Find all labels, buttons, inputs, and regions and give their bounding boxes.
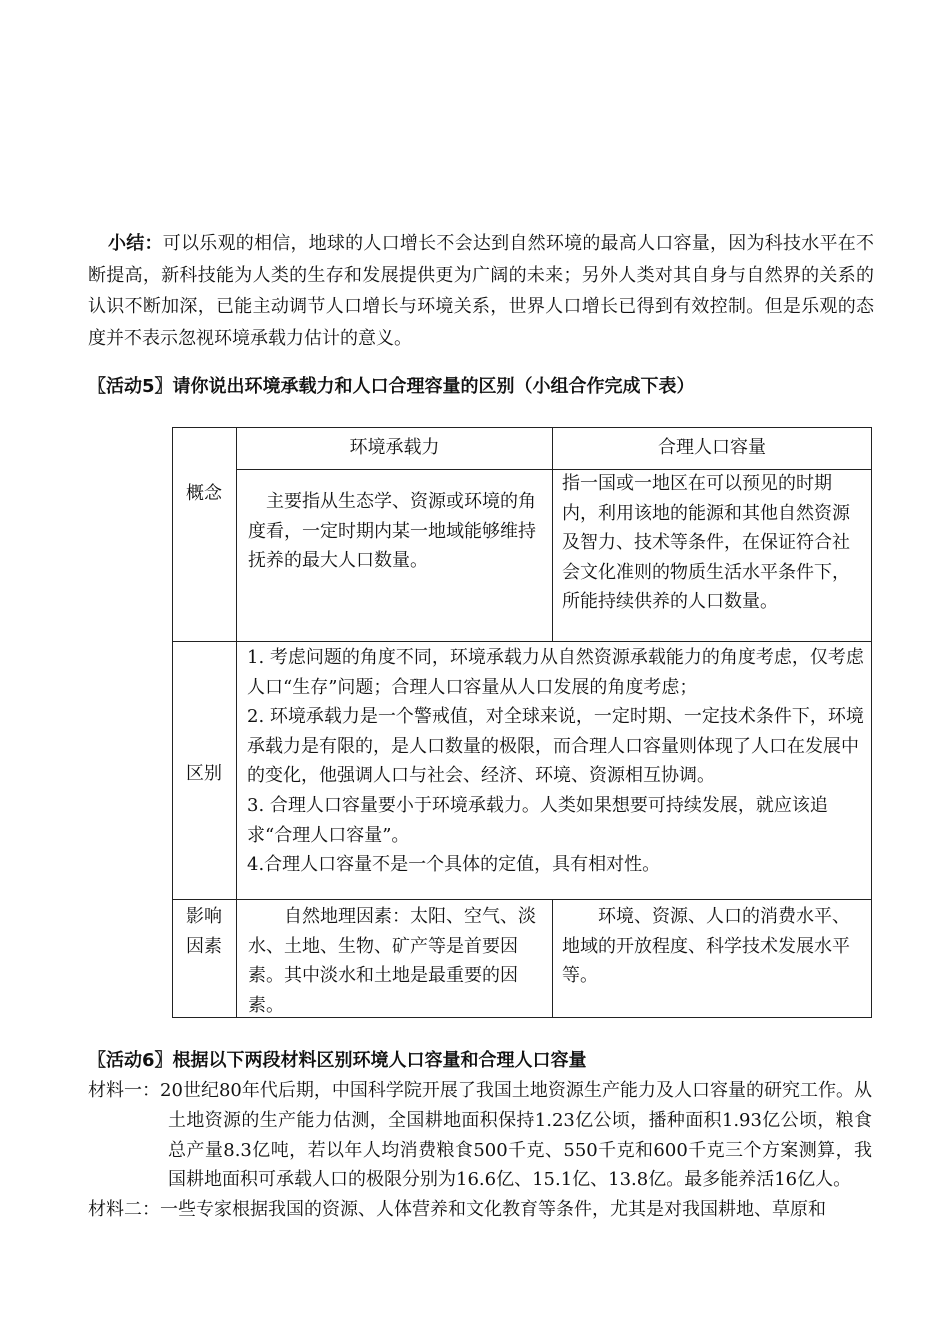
table-divider-mid-bottom [552, 899, 553, 1018]
material-one-label: 材料一： [88, 1080, 161, 1101]
activity6-title: 〖活动6〗根据以下两段材料区别环境人口容量和合理人口容量 [88, 1050, 587, 1071]
activity5-title: 〖活动5〗请你说出环境承载力和人口合理容量的区别（小组合作完成下表） [88, 376, 695, 397]
factors-carrying-capacity: 自然地理因素：太阳、空气、淡水、土地、生物、矿产等是首要因素。其中淡水和土地是最重要的因素。 [248, 906, 536, 1016]
difference-item: 3. 合理人口容量要小于环境承载力。人类如果想要可持续发展，就应该追求“合理人口容量”。 [247, 794, 828, 846]
row-label-difference: 区别 [186, 763, 222, 784]
materials-section [88, 1076, 872, 1225]
table-border-right [871, 427, 872, 1018]
header-carrying-capacity: 环境承载力 [349, 437, 440, 458]
concept-reasonable-capacity: 指一国或一地区在可以预见的时期内，利用该地的能源和其他自然资源及智力、技术等条件，在保证符合社会文化准则的物质生活水平条件下，所能持续供养的人口数量。 [562, 473, 850, 613]
material-one [88, 1076, 872, 1195]
table-divider-label [236, 427, 237, 1018]
table-divider-row2 [172, 899, 872, 900]
difference-item: 2. 环境承载力是一个警戒值，对全球来说，一定时期、一定技术条件下，环境承载力是有限的，是人口数量的极限，而合理人口容量则体现了人口在发展中的变化，他强调人口与社会、经济、环境、资源相互协调。 [247, 706, 864, 787]
difference-item: 4.合理人口容量不是一个具体的定值，具有相对性。 [247, 854, 661, 876]
material-two-label: 材料二： [88, 1199, 160, 1221]
material-one-text: 20世纪80年代后期，中国科学院开展了我国土地资源生产能力及人口容量的研究工作。从土地资源的生产能力估测，全国耕地面积保持1.23亿公顷，播种面积1.93亿公顷，粮食总产量8.3亿吨，若以年人均消费粮食500千克、550千克和600千克三个方案测算，我国耕地面积可承载人口的极限分别为16.6亿、15.1亿、13.8亿。最多能养活16亿人。 [160, 1080, 873, 1191]
row-label-factors-line2: 因素 [186, 935, 222, 957]
factors-reasonable-capacity: 环境、资源、人口的消费水平、地域的开放程度、科学技术发展水平等。 [562, 906, 850, 987]
header-reasonable-capacity: 合理人口容量 [658, 437, 766, 458]
table-divider-row1 [172, 641, 872, 642]
difference-item: 1. 考虑问题的角度不同，环境承载力从自然资源承载能力的角度考虑，仅考虑人口“生存”问题；合理人口容量从人口发展的角度考虑； [247, 647, 864, 698]
concept-carrying-capacity: 主要指从生态学、资源或环境的角度看，一定时期内某一地域能够维持抚养的最大人口数量。 [248, 491, 536, 572]
table-border-top [172, 427, 872, 428]
summary-lead: 小结： [108, 233, 163, 254]
comparison-table [172, 427, 872, 1018]
summary-paragraph [88, 228, 874, 354]
material-two-text: 一些专家根据我国的资源、人体营养和文化教育等条件，尤其是对我国耕地、草原和 [160, 1199, 826, 1221]
material-two [88, 1195, 872, 1225]
difference-list [247, 643, 865, 880]
row-label-factors [172, 902, 236, 961]
row-label-factors-line1: 影响 [186, 906, 222, 927]
summary-text: 可以乐观的相信，地球的人口增长不会达到自然环境的最高人口容量，因为科技水平在不断提高，新科技能为人类的生存和发展提供更为广阔的未来；另外人类对其自身与自然界的关系的认识不断加深，已能主动调节人口增长与环境关系，世界人口增长已得到有效控制。但是乐观的态度并不表示忽视环境承载力估计的意义。 [88, 233, 874, 349]
row-label-concept: 概念 [186, 483, 222, 504]
